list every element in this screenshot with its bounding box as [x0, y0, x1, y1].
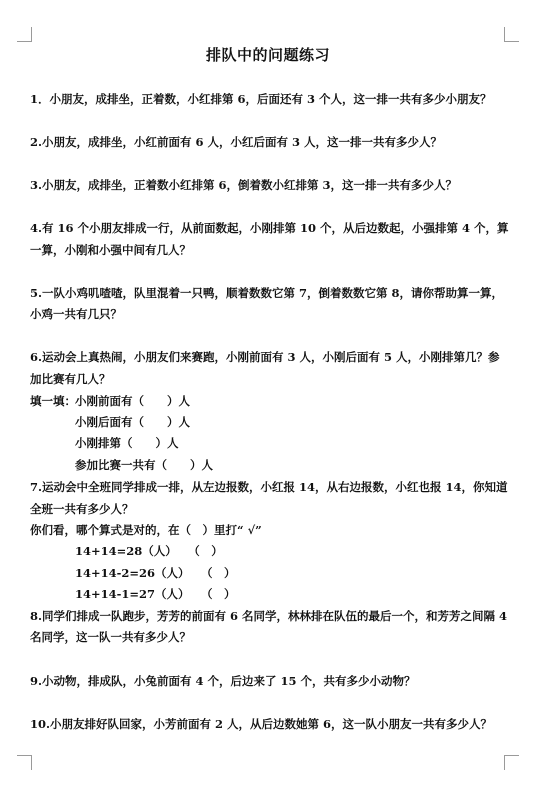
- question-1: 1．小朋友，成排坐，正着数，小红排第 6，后面还有 3 个人，这一排一共有多少小朋友？: [30, 92, 492, 106]
- page-title: 排队中的问题练习: [205, 46, 330, 64]
- question-6-fill-2: 小刚后面有（ ）人: [75, 415, 190, 429]
- question-7-line-3: 你们看，哪个算式是对的，在（ ）里打“ √”: [30, 523, 262, 537]
- question-7-line-2: 全班一共有多少人？: [30, 502, 134, 516]
- crop-mark-top-left: [17, 27, 32, 42]
- question-10: 10.小朋友排好队回家，小芳前面有 2 人，从后边数她第 6，这一队小朋友一共有多少人？: [30, 717, 493, 731]
- question-3: 3.小朋友，成排坐，正着数小红排第 6，倒着数小红排第 3，这一排一共有多少人？: [30, 178, 458, 192]
- question-8-line-2: 名同学，这一队一共有多少人？: [30, 630, 191, 644]
- question-6-fill-1: 小刚前面有（ ）人: [75, 394, 190, 408]
- question-7-option-3: 14+14-1=27（人） （ ）: [75, 587, 236, 601]
- question-7-line-1: 7.运动会中全班同学排成一排，从左边报数，小红报 14，从右边报数，小红也报 14，你知道: [30, 480, 508, 494]
- question-7-option-2: 14+14-2=26（人） （ ）: [75, 566, 236, 580]
- crop-mark-bottom-right: [504, 755, 519, 770]
- crop-mark-bottom-left: [17, 755, 32, 770]
- question-6-fill-label: 填一填：: [30, 394, 76, 408]
- question-2: 2.小朋友，成排坐，小红前面有 6 人，小红后面有 3 人，这一排一共有多少人？: [30, 135, 443, 149]
- question-4-line-1: 4.有 16 个小朋友排成一行，从前面数起，小刚排第 10 个，从后边数起，小强排第 4 个，算: [30, 221, 509, 235]
- question-7-option-1: 14+14=28（人） （ ）: [75, 544, 223, 558]
- question-6-line-1: 6.运动会上真热闹，小朋友们来赛跑，小刚前面有 3 人，小刚后面有 5 人，小刚排第几？参: [30, 350, 500, 364]
- question-9: 9.小动物，排成队，小兔前面有 4 个，后边来了 15 个，共有多少小动物？: [30, 674, 416, 688]
- crop-mark-top-right: [504, 27, 519, 42]
- question-6-line-2: 加比赛有几人？: [30, 372, 111, 386]
- question-4-line-2: 一算，小刚和小强中间有几人？: [30, 243, 191, 257]
- question-6-fill-3: 小刚排第（ ）人: [75, 436, 179, 450]
- question-6-fill-4: 参加比赛一共有（ ）人: [75, 458, 213, 472]
- question-5-line-2: 小鸡一共有几只？: [30, 307, 122, 321]
- question-5-line-1: 5.一队小鸡叽喳喳，队里混着一只鸭，顺着数数它第 7，倒着数数它第 8，请你帮助算一算，: [30, 286, 504, 300]
- question-8-line-1: 8.同学们排成一队跑步，芳芳的前面有 6 名同学，林林排在队伍的最后一个，和芳芳之间隔 4: [30, 609, 508, 623]
